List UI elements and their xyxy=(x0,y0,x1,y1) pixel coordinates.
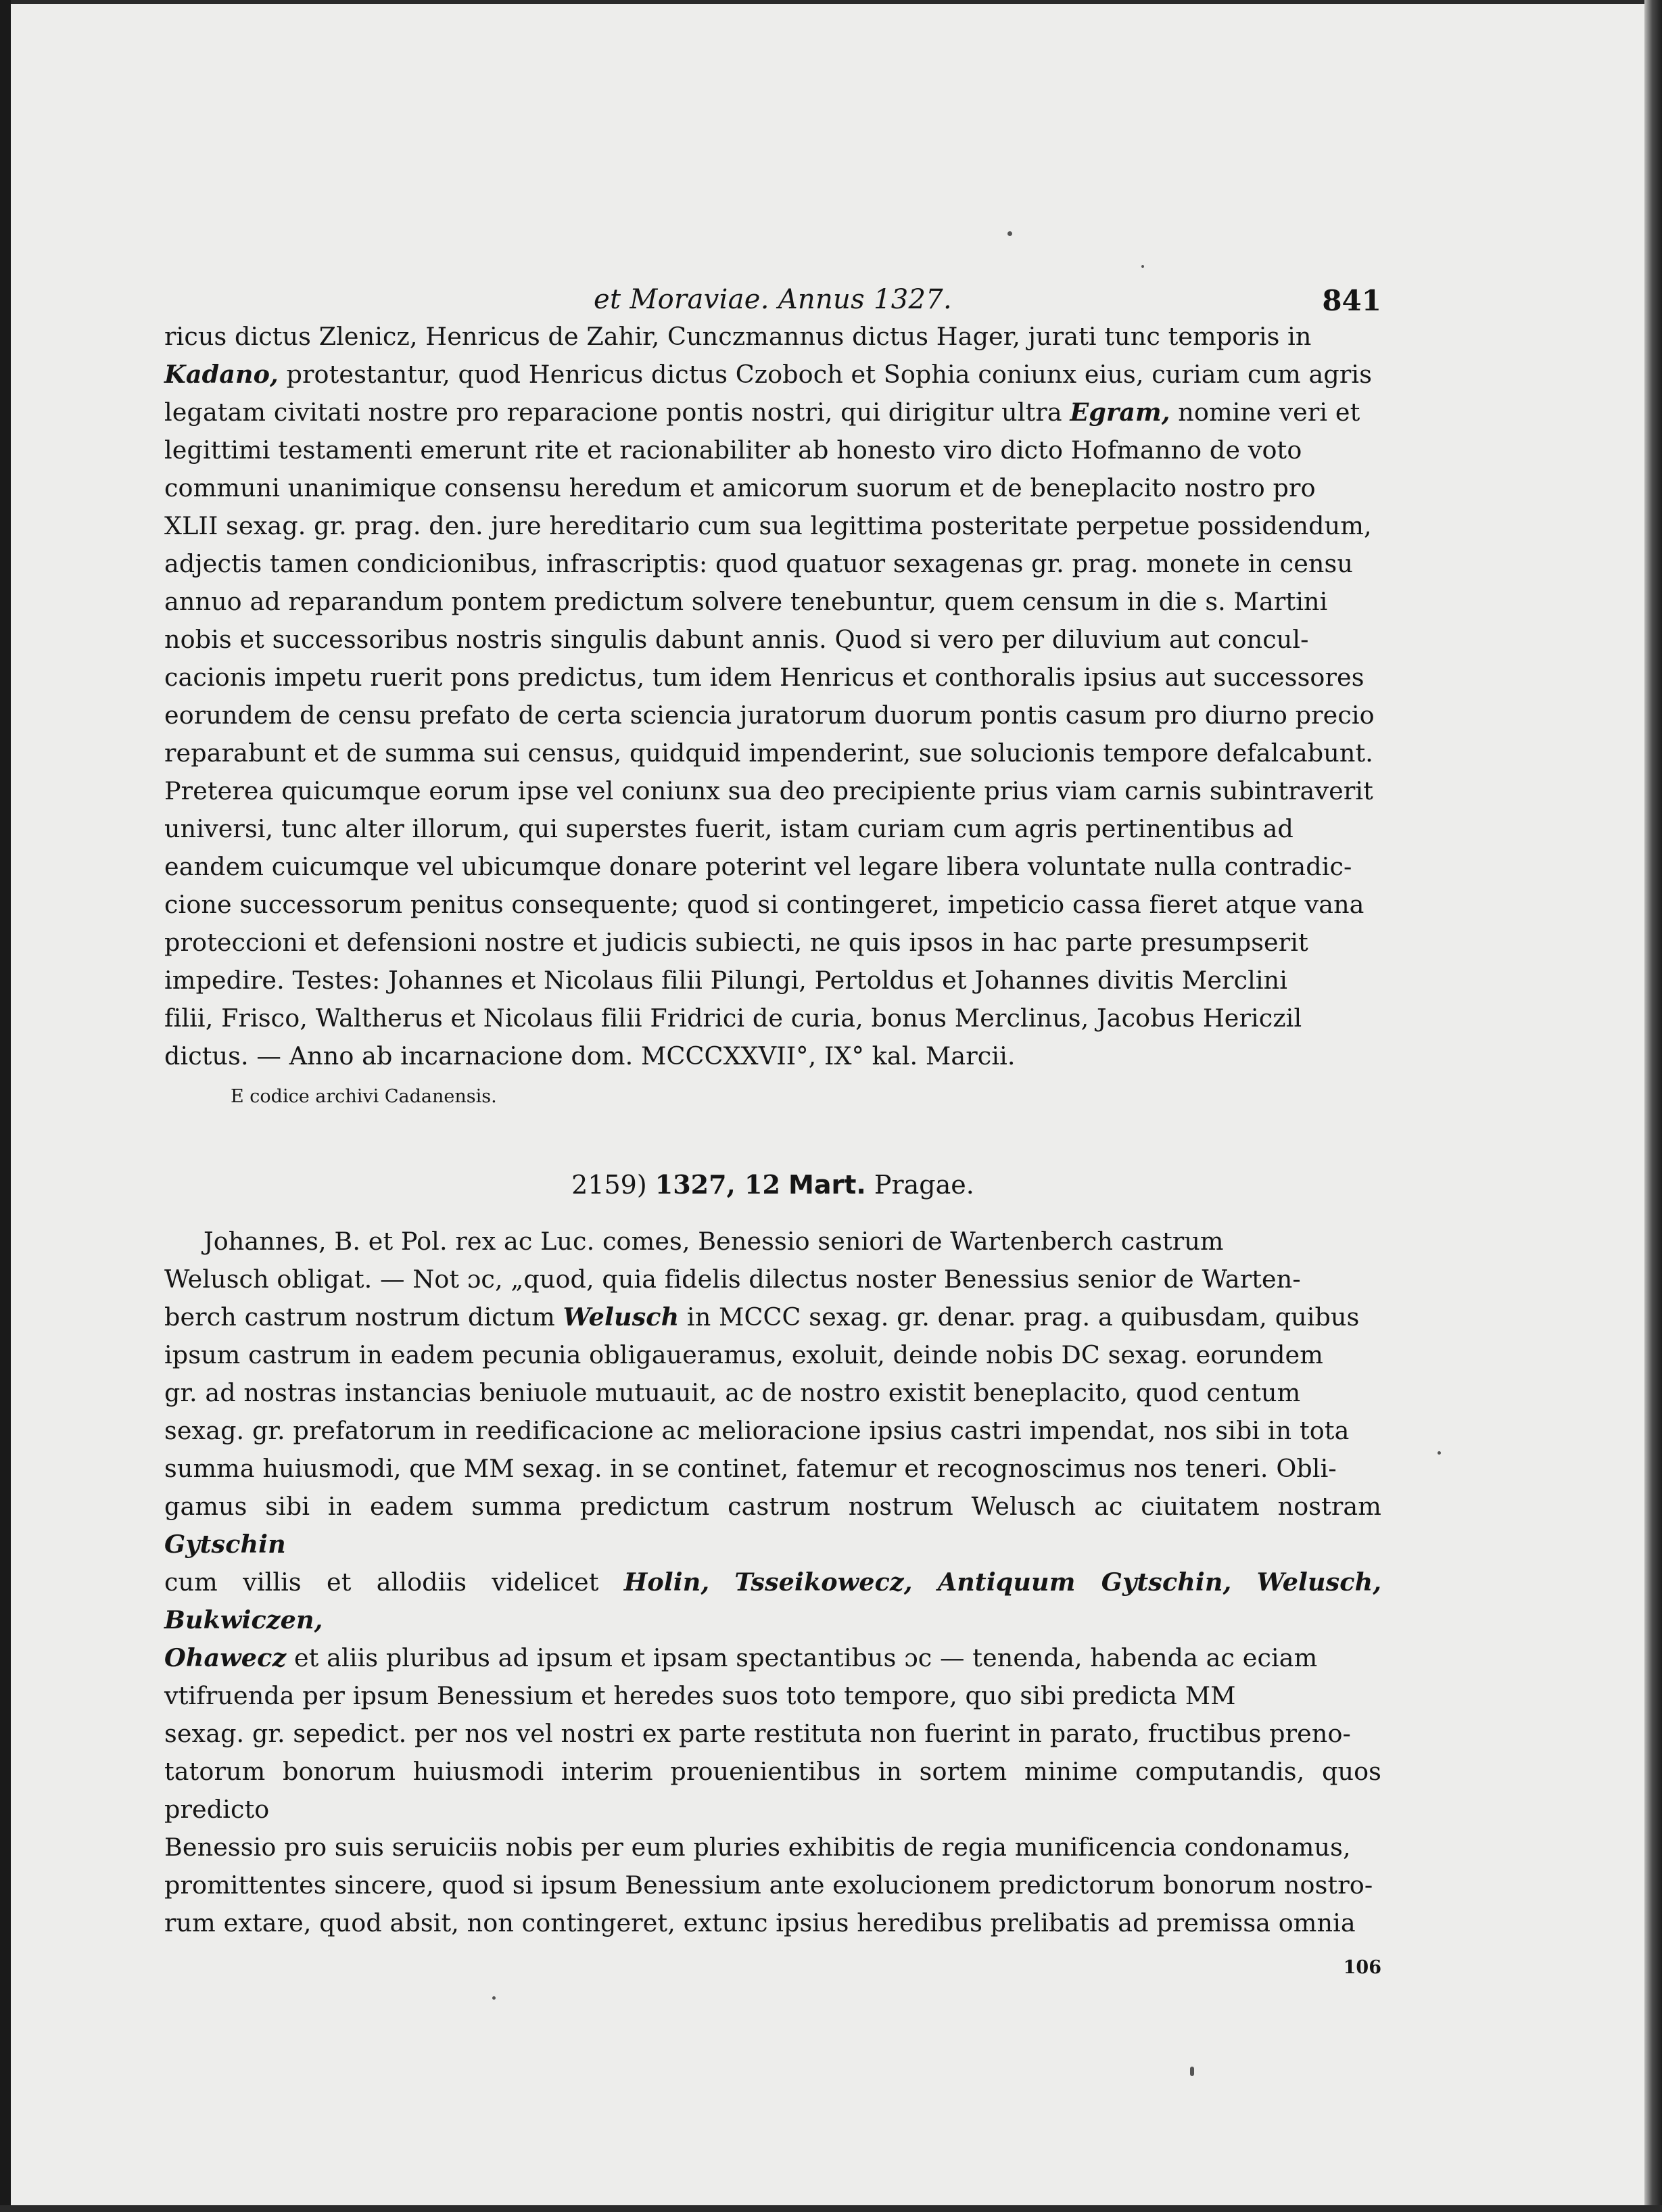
text-line: vtifruenda per ipsum Benessium et heredes suos toto tempore, quo sibi predicta MM xyxy=(164,1681,1236,1710)
text-line: universi, tunc alter illorum, qui superstes fuerit, istam curiam cum agris pertinentibus ad xyxy=(164,814,1293,843)
text-line: eorundem de censu prefato de certa sciencia juratorum duorum pontis casum pro diurno precio xyxy=(164,701,1375,730)
text-line: filii, Frisco, Waltherus et Nicolaus filii Fridrici de curia, bonus Merclinus, Jacobus Hericzil xyxy=(164,1004,1302,1033)
signature-mark: 106 xyxy=(1343,1957,1381,1978)
text-line: Ohawecz et aliis pluribus ad ipsum et ipsam spectantibus ɔc — tenenda, habenda ac eciam xyxy=(164,1643,1318,1672)
scan-border-right xyxy=(1644,0,1662,2212)
scan-border-bottom xyxy=(0,2205,1662,2212)
scan-speck xyxy=(1438,1451,1441,1455)
scan-border-top xyxy=(0,0,1662,4)
text-line: rum extare, quod absit, non contingeret, extunc ipsius heredibus prelibatis ad premissa omnia xyxy=(164,1908,1356,1937)
book-page xyxy=(164,270,1381,1978)
text-line: promittentes sincere, quod si ipsum Benessium ante exolucionem predictorum bonorum nostro- xyxy=(164,1870,1373,1900)
source-note: E codice archivi Cadanensis. xyxy=(231,1086,497,1107)
scan-speck xyxy=(492,1996,496,2000)
text-line: annuo ad reparandum pontem predictum solvere tenebuntur, quem censum in die s. Martini xyxy=(164,587,1328,616)
document-month: Mart. xyxy=(788,1170,866,1200)
document-number: 2159) xyxy=(571,1170,647,1200)
text-line: gr. ad nostras instancias beniuole mutuauit, ac de nostro existit beneplacito, quod centum xyxy=(164,1378,1301,1407)
text-line: legittimi testamenti emerunt rite et racionabiliter ab honesto viro dicto Hofmanno de voto xyxy=(164,436,1302,465)
text-line: Johannes, B. et Pol. rex ac Luc. comes, Benessio seniori de Wartenberch castrum xyxy=(204,1227,1224,1256)
text-line: Welusch obligat. — Not ɔc, „quod, quia fidelis dilectus noster Benessius senior de Warten- xyxy=(164,1265,1301,1294)
previous-document-text xyxy=(164,318,1381,1075)
text-line: Benessio pro suis seruiciis nobis per eum pluries exhibitis de regia munificencia condonamus, xyxy=(164,1833,1351,1862)
text-line: Kadano, protestantur, quod Henricus dictus Czoboch et Sophia coniunx eius, curiam cum agris xyxy=(164,360,1373,389)
text-line: tatorum bonorum huiusmodi interim prouenientibus in sortem minime computandis, quos predicto xyxy=(164,1757,1381,1824)
text-line: legatam civitati nostre pro reparacione pontis nostri, qui dirigitur ultra Egram, nomine veri et xyxy=(164,398,1360,427)
text-line: nobis et successoribus nostris singulis dabunt annis. Quod si vero per diluvium aut concul- xyxy=(164,625,1309,654)
document-2159-text xyxy=(164,1223,1381,1942)
text-line: sexag. gr. sepedict. per nos vel nostri ex parte restituta non fuerint in parato, fructibus preno- xyxy=(164,1719,1351,1748)
text-line: cacionis impetu ruerit pons predictus, tum idem Henricus et conthoralis ipsius aut successores xyxy=(164,663,1364,692)
text-line: reparabunt et de summa sui census, quidquid impenderint, sue solucionis tempore defalcabunt. xyxy=(164,738,1373,768)
document-place: Pragae. xyxy=(874,1170,974,1200)
scan-speck xyxy=(1190,2067,1194,2076)
scan-speck xyxy=(1007,231,1012,236)
text-line: proteccioni et defensioni nostre et judicis subiecti, ne quis ipsos in hac parte presumpserit xyxy=(164,928,1308,957)
text-line: cione successorum penitus consequente; quod si contingeret, impeticio cassa fieret atque vana xyxy=(164,890,1364,919)
text-line: dictus. — Anno ab incarnacione dom. MCCCXXVII°, IX° kal. Marcii. xyxy=(164,1041,1016,1070)
document-heading xyxy=(164,1166,1381,1204)
text-line: sexag. gr. prefatorum in reedificacione ac melioracione ipsius castri impendat, nos sibi in tota xyxy=(164,1416,1350,1445)
text-line: summa huiusmodi, que MM sexag. in se continet, fatemur et recognoscimus nos teneri. Obli- xyxy=(164,1454,1337,1483)
scan-border-left xyxy=(0,0,11,2212)
text-line: cum villis et allodiis videlicet Holin, Tsseikowecz, Antiquum Gytschin, Welusch, Bukwiczen, xyxy=(164,1568,1382,1634)
text-line: ipsum castrum in eadem pecunia obligaueramus, exoluit, deinde nobis DC sexag. eorundem xyxy=(164,1340,1323,1369)
page-number: 841 xyxy=(1322,284,1381,317)
text-line: XLII sexag. gr. prag. den. jure hereditario cum sua legittima posteritate perpetue possidendum, xyxy=(164,511,1372,540)
running-title: et Moraviae. Annus 1327. xyxy=(594,284,952,315)
document-date: 1327, 12 xyxy=(655,1169,780,1200)
text-line: ricus dictus Zlenicz, Henricus de Zahir, Cunczmannus dictus Hager, jurati tunc temporis in xyxy=(164,322,1312,351)
scan-speck xyxy=(1141,265,1144,268)
text-line: Preterea quicumque eorum ipse vel coniunx sua deo precipiente prius viam carnis subintraverit xyxy=(164,776,1373,805)
text-line: eandem cuicumque vel ubicumque donare poterint vel legare libera voluntate nulla contradic- xyxy=(164,852,1352,881)
text-line: communi unanimique consensu heredum et amicorum suorum et de beneplacito nostro pro xyxy=(164,473,1316,502)
text-line: adjectis tamen condicionibus, infrascriptis: quod quatuor sexagenas gr. prag. monete in censu xyxy=(164,549,1353,578)
text-line: gamus sibi in eadem summa predictum castrum nostrum Welusch ac ciuitatem nostram Gytschin xyxy=(164,1492,1381,1559)
text-line: berch castrum nostrum dictum Welusch in MCCC sexag. gr. denar. prag. a quibusdam, quibus xyxy=(164,1302,1360,1332)
running-head xyxy=(164,270,1381,318)
text-line: impedire. Testes: Johannes et Nicolaus filii Pilungi, Pertoldus et Johannes divitis Merclini xyxy=(164,966,1288,995)
